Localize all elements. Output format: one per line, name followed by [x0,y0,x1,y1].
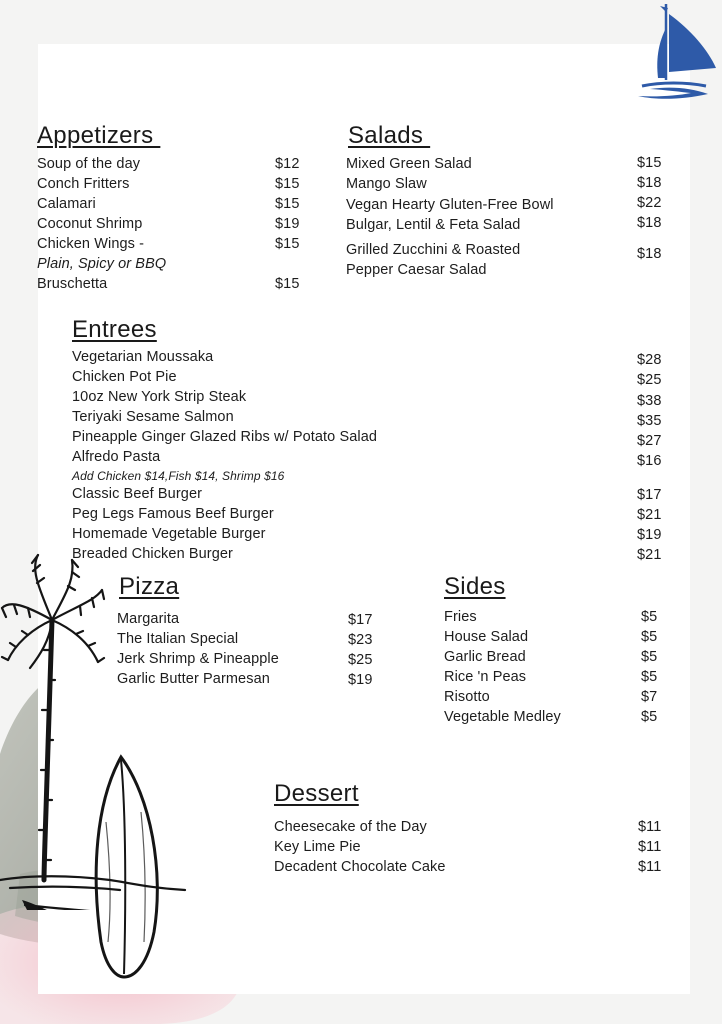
menu-item-price: $17 [637,487,662,503]
dessert-heading: Dessert [274,780,359,807]
menu-item-name: Bulgar, Lentil & Feta Salad [346,217,521,233]
menu-item-price: $17 [348,612,373,628]
menu-item-name: Chicken Pot Pie [72,369,177,385]
menu-item-price: $18 [637,175,662,191]
menu-item-name: Coconut Shrimp [37,216,143,232]
menu-item-price: $15 [637,155,662,171]
menu-item-price: $38 [637,393,662,409]
menu-item-price: $21 [637,547,662,563]
menu-item-name-continued: Pepper Caesar Salad [346,262,487,278]
menu-item-price: $11 [638,839,662,855]
menu-item-price: $15 [275,176,300,192]
menu-item-price: $5 [641,669,658,685]
sides-heading: Sides [444,573,506,600]
menu-item-name: 10oz New York Strip Steak [72,389,247,405]
menu-item-name: House Salad [444,629,529,645]
menu-item-price: $28 [637,352,662,368]
menu-item-name: Risotto [444,689,490,705]
menu-item-price: $19 [348,672,373,688]
menu-item-price: $5 [641,609,658,625]
menu-item-name: Homemade Vegetable Burger [72,526,266,542]
menu-item-price: $15 [275,236,300,252]
menu-item-price: $35 [637,413,662,429]
menu-item-price: $12 [275,156,300,172]
menu-item-name: Garlic Butter Parmesan [117,671,270,687]
menu-item-name: Peg Legs Famous Beef Burger [72,506,274,522]
menu-item-name: Pineapple Ginger Glazed Ribs w/ Potato Salad [72,429,378,445]
menu-item-name: Vegetarian Moussaka [72,349,214,365]
wings-options-note: Plain, Spicy or BBQ [37,256,167,272]
menu-item-name: Decadent Chocolate Cake [274,859,446,875]
menu-item-name: Mixed Green Salad [346,156,472,172]
appetizers-heading: Appetizers [37,122,161,149]
menu-item-price: $18 [637,246,662,262]
menu-item-name: Vegan Hearty Gluten-Free Bowl [346,197,554,213]
menu-item-name: Chicken Wings - [37,236,145,252]
menu-item-price: $11 [638,859,662,875]
menu-item-name: The Italian Special [117,631,239,647]
menu-item-name: Garlic Bread [444,649,526,665]
menu-item-name: Mango Slaw [346,176,427,192]
menu-item-price: $19 [637,527,662,543]
menu-item-price: $5 [641,629,658,645]
menu-item-price: $15 [275,196,300,212]
menu-item-price: $15 [275,276,300,292]
menu-item-name: Calamari [37,196,96,212]
menu-item-name: Jerk Shrimp & Pineapple [117,651,279,667]
pasta-addon-note: Add Chicken $14,Fish $14, Shrimp $16 [72,469,285,483]
menu-item-price: $25 [348,652,373,668]
menu-item-price: $22 [637,195,662,211]
menu-item-price: $25 [637,372,662,388]
menu-item-name: Breaded Chicken Burger [72,546,233,562]
menu-item-name: Alfredo Pasta [72,449,161,465]
menu-item-price: $11 [638,819,662,835]
menu-item-price: $5 [641,649,658,665]
menu-item-name: Conch Fritters [37,176,130,192]
menu-item-price: $21 [637,507,662,523]
menu-item-price: $19 [275,216,300,232]
menu-item-price: $23 [348,632,373,648]
menu-item-name: Cheesecake of the Day [274,819,427,835]
sailboat-icon [636,0,718,106]
menu-item-price: $16 [637,453,662,469]
menu-item-name: Key Lime Pie [274,839,361,855]
menu-item-price: $7 [641,689,658,705]
menu-item-name: Bruschetta [37,276,108,292]
menu-item-name: Classic Beef Burger [72,486,203,502]
menu-item-name: Teriyaki Sesame Salmon [72,409,234,425]
menu-item-price: $5 [641,709,658,725]
menu-item-name: Soup of the day [37,156,141,172]
salads-heading: Salads [348,122,431,149]
entrees-heading: Entrees [72,316,157,343]
menu-item-name: Fries [444,609,477,625]
menu-item-name: Vegetable Medley [444,709,561,725]
surfboard-illustration [86,752,176,982]
pizza-heading: Pizza [119,573,180,600]
menu-item-name: Rice 'n Peas [444,669,527,685]
menu-item-price: $18 [637,215,662,231]
menu-item-name: Margarita [117,611,180,627]
menu-item-name: Grilled Zucchini & Roasted [346,242,521,258]
menu-item-price: $27 [637,433,662,449]
